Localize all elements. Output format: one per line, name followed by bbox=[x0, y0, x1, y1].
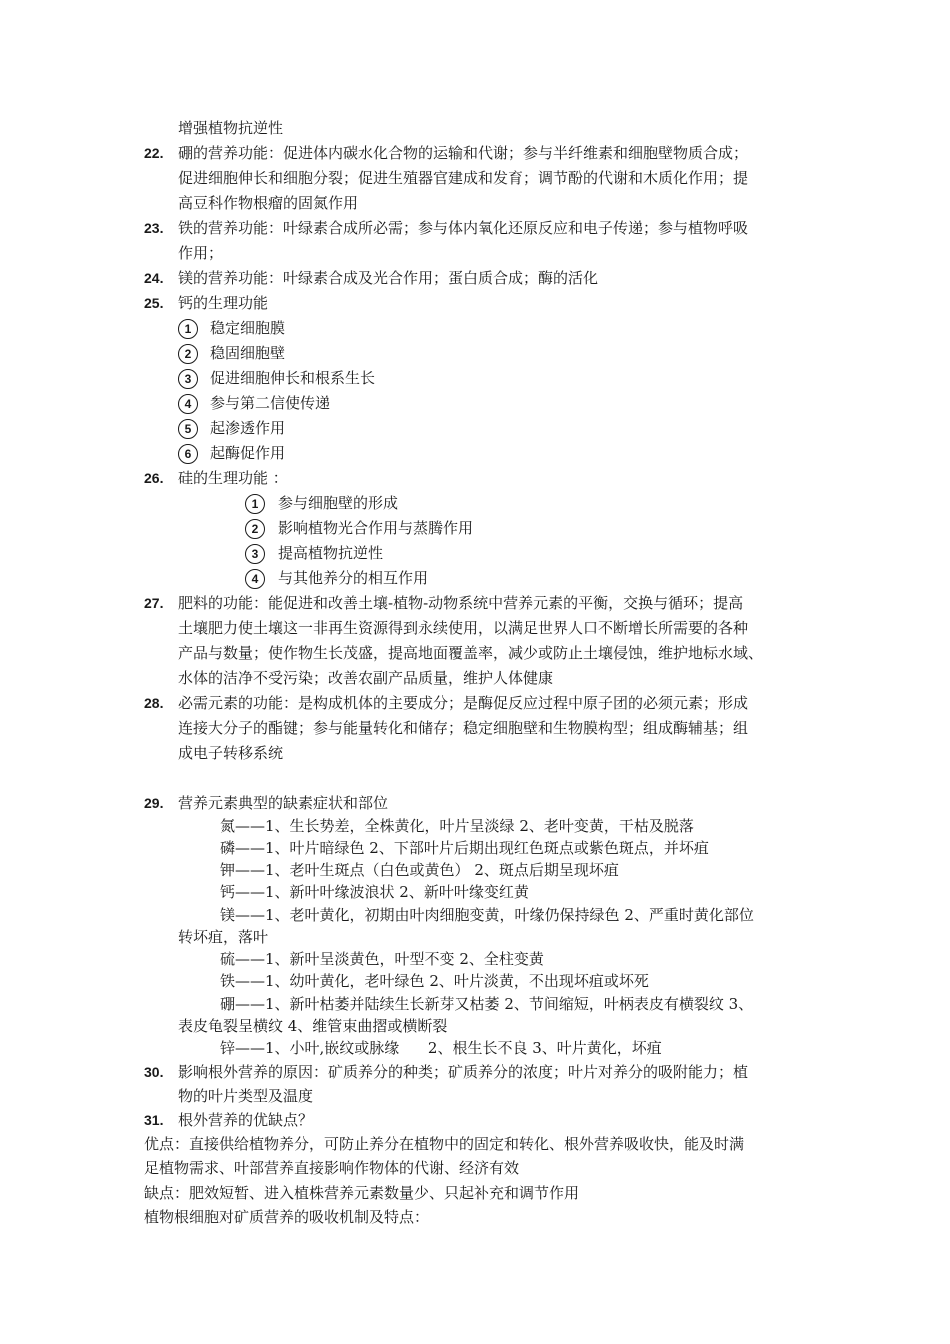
item-number: 29. bbox=[144, 795, 164, 811]
circled-number: 1 bbox=[178, 319, 198, 339]
line-text: 转坏疽，落叶 bbox=[178, 928, 269, 946]
line-text: 镁的营养功能：叶绿素合成及光合作用；蛋白质合成；酶的活化 bbox=[178, 269, 599, 287]
line-text: 锌——1、小叶,嵌纹或脉缘 2、根生长不良 3、叶片黄化，坏疽 bbox=[220, 1039, 662, 1057]
line-text: 参与细胞壁的形成 bbox=[278, 494, 399, 512]
item-number: 23. bbox=[144, 220, 164, 236]
line-text: 氮——1、生长势差，全株黄化，叶片呈淡绿 2、老叶变黄，干枯及脱落 bbox=[220, 817, 694, 835]
line-text: 营养元素典型的缺素症状和部位 bbox=[178, 794, 389, 812]
line-text: 与其他养分的相互作用 bbox=[278, 569, 429, 587]
line-text: 硼——1、新叶枯萎并陆续生长新芽又枯萎 2、节间缩短，叶柄表皮有横裂纹 3、 bbox=[220, 995, 754, 1013]
line-text: 产品与数量；使作物生长茂盛，提高地面覆盖率，减少或防止土壤侵蚀，维护地标水域、 bbox=[178, 644, 764, 662]
line-text: 硼的营养功能：促进体内碳水化合物的运输和代谢；参与半纤维素和细胞壁物质合成； bbox=[178, 144, 749, 162]
line-text: 必需元素的功能：是构成机体的主要成分；是酶促反应过程中原子团的必须元素；形成 bbox=[178, 694, 749, 712]
line-text: 植物根细胞对矿质营养的吸收机制及特点： bbox=[144, 1208, 430, 1226]
line-text: 参与第二信使传递 bbox=[210, 394, 331, 412]
circled-number: 2 bbox=[245, 519, 265, 539]
line-text: 起渗透作用 bbox=[210, 419, 286, 437]
line-text: 稳固细胞壁 bbox=[210, 344, 286, 362]
line-text: 钙的生理功能 bbox=[178, 294, 269, 312]
circled-number: 1 bbox=[245, 494, 265, 514]
line-text: 物的叶片类型及温度 bbox=[178, 1087, 314, 1105]
circled-number: 6 bbox=[178, 444, 198, 464]
line-text: 铁——1、幼叶黄化，老叶绿色 2、叶片淡黄，不出现坏疽或坏死 bbox=[220, 972, 649, 990]
circled-number: 4 bbox=[178, 394, 198, 414]
line-text: 作用； bbox=[178, 244, 224, 262]
line-text: 起酶促作用 bbox=[210, 444, 286, 462]
line-text: 成电子转移系统 bbox=[178, 744, 284, 762]
line-text: 稳定细胞膜 bbox=[210, 319, 286, 337]
line-text: 表皮龟裂呈横纹 4、维管束曲摺或横断裂 bbox=[178, 1017, 448, 1035]
line-text: 影响植物光合作用与蒸腾作用 bbox=[278, 519, 474, 537]
line-text: 促进细胞伸长和根系生长 bbox=[210, 369, 376, 387]
line-text: 硅的生理功能 ： bbox=[178, 469, 288, 487]
circled-number: 5 bbox=[178, 419, 198, 439]
line-text: 水体的洁净不受污染；改善农副产品质量，维护人体健康 bbox=[178, 669, 554, 687]
circled-number: 3 bbox=[178, 369, 198, 389]
line-text: 硫——1、新叶呈淡黄色，叶型不变 2、全柱变黄 bbox=[220, 950, 544, 968]
line-text: 镁——1、老叶黄化，初期由叶肉细胞变黄，叶缘仍保持绿色 2、严重时黄化部位 bbox=[220, 906, 754, 924]
item-number: 25. bbox=[144, 295, 164, 311]
line-text: 高豆科作物根瘤的固氮作用 bbox=[178, 194, 359, 212]
item-number: 22. bbox=[144, 145, 164, 161]
line-text: 钾——1、老叶生斑点（白色或黄色） 2、斑点后期呈现坏疽 bbox=[220, 861, 619, 879]
circled-number: 4 bbox=[245, 569, 265, 589]
item-number: 24. bbox=[144, 270, 164, 286]
line-text: 肥料的功能：能促进和改善土壤-植物-动物系统中营养元素的平衡，交换与循环；提高 bbox=[178, 594, 744, 612]
line-text: 足植物需求、叶部营养直接影响作物体的代谢、经济有效 bbox=[144, 1159, 520, 1177]
line-text: 优点：直接供给植物养分，可防止养分在植物中的固定和转化、根外营养吸收快，能及时满 bbox=[144, 1135, 745, 1153]
item-number: 31. bbox=[144, 1112, 164, 1128]
line-text: 连接大分子的酯键；参与能量转化和储存；稳定细胞壁和生物膜构型；组成酶辅基；组 bbox=[178, 719, 749, 737]
line-text: 根外营养的优缺点？ bbox=[178, 1111, 314, 1129]
line-text: 土壤肥力使土壤这一非再生资源得到永续使用，以满足世界人口不断增长所需要的各种 bbox=[178, 619, 749, 637]
item-number: 28. bbox=[144, 695, 164, 711]
line-text: 钙——1、新叶叶缘波浪状 2、新叶叶缘变红黄 bbox=[220, 883, 529, 901]
circled-number: 2 bbox=[178, 344, 198, 364]
line-text: 提高植物抗逆性 bbox=[278, 544, 384, 562]
line-text: 铁的营养功能：叶绿素合成所必需；参与体内氧化还原反应和电子传递；参与植物呼吸 bbox=[178, 219, 749, 237]
line-text: 磷——1、叶片暗绿色 2、下部叶片后期出现红色斑点或紫色斑点，并坏疽 bbox=[220, 839, 709, 857]
circled-number: 3 bbox=[245, 544, 265, 564]
item-number: 26. bbox=[144, 470, 164, 486]
line-text: 增强植物抗逆性 bbox=[178, 119, 284, 137]
item-number: 30. bbox=[144, 1064, 164, 1080]
line-text: 缺点：肥效短暂、进入植株营养元素数量少、只起补充和调节作用 bbox=[144, 1184, 580, 1202]
line-text: 促进细胞伸长和细胞分裂；促进生殖器官建成和发育；调节酚的代谢和木质化作用；提 bbox=[178, 169, 749, 187]
item-number: 27. bbox=[144, 595, 164, 611]
line-text: 影响根外营养的原因：矿质养分的种类；矿质养分的浓度；叶片对养分的吸附能力；植 bbox=[178, 1063, 749, 1081]
